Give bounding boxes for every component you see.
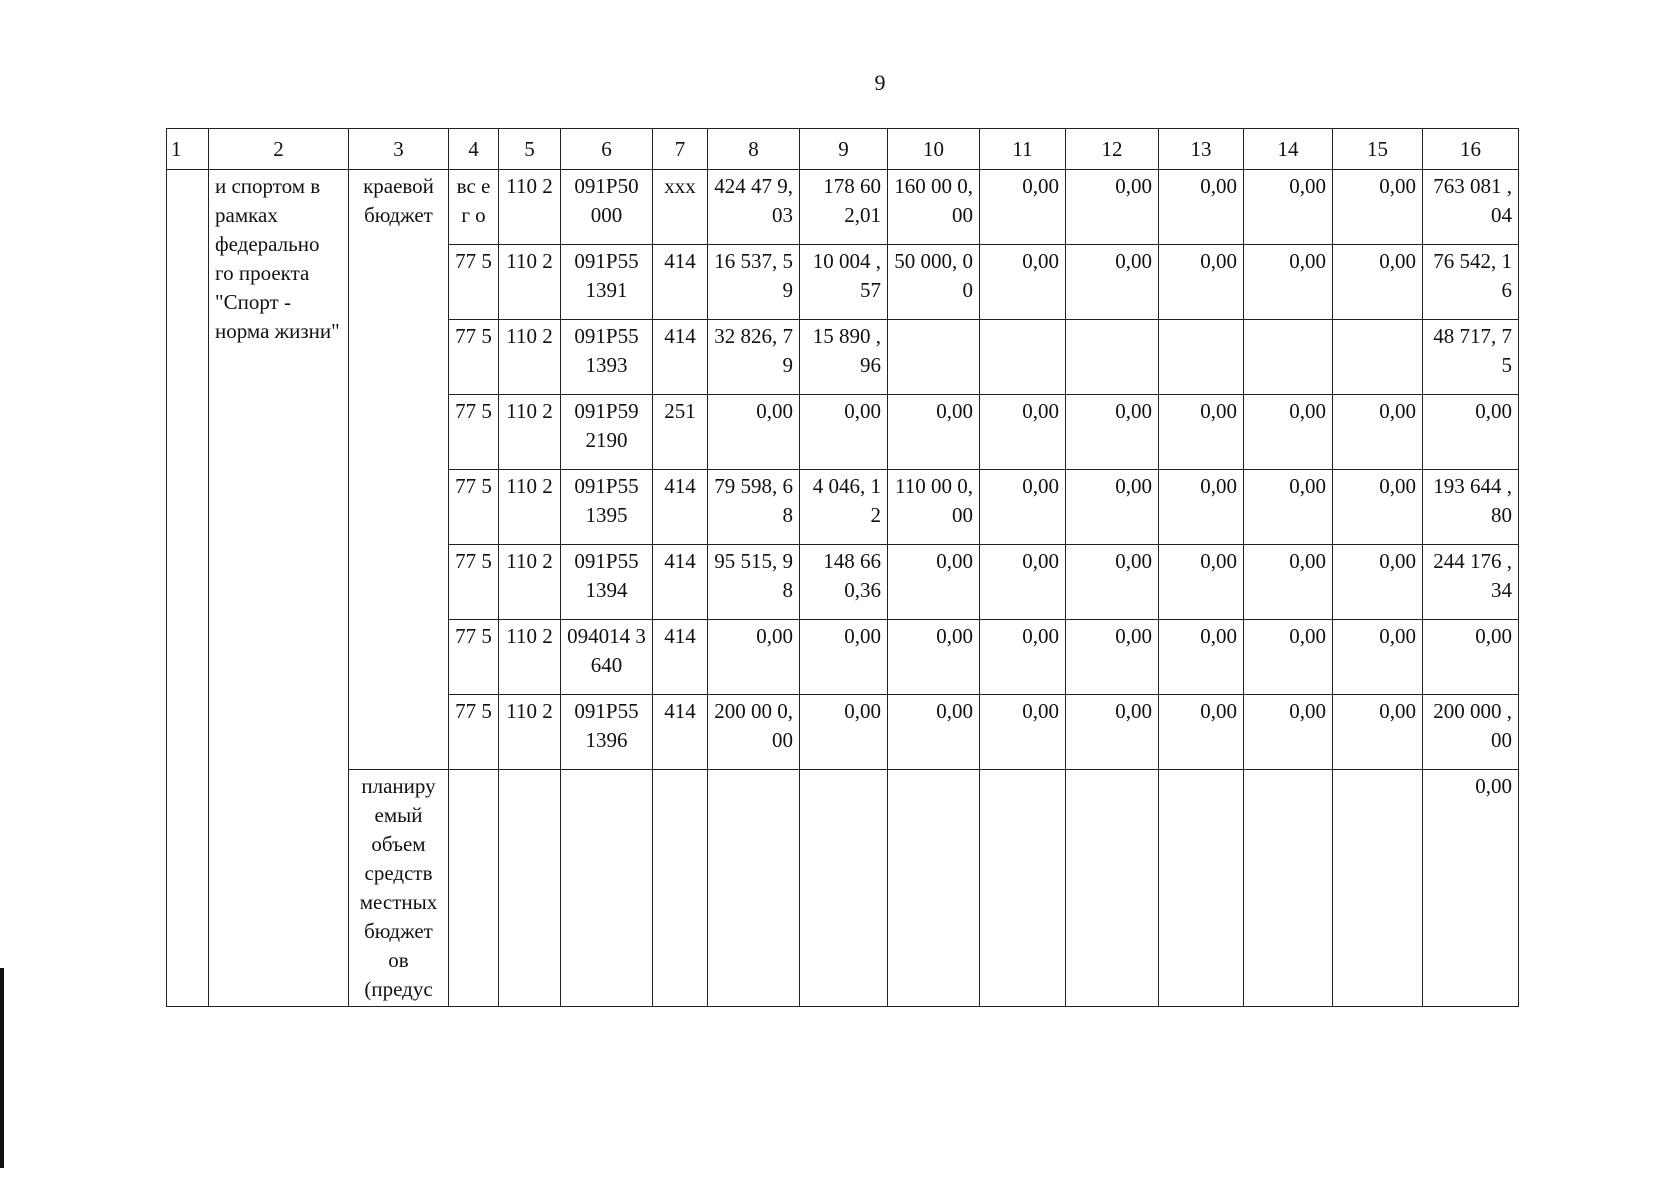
cell-c12: 0,00 (1066, 245, 1159, 320)
cell-c8: 424 47 9,03 (708, 170, 800, 245)
header-cell-16: 16 (1423, 129, 1519, 170)
cell-c14: 0,00 (1244, 470, 1333, 545)
header-cell-6: 6 (561, 129, 653, 170)
cell-c12: 0,00 (1066, 545, 1159, 620)
cell-c15: 0,00 (1333, 245, 1423, 320)
cell-c14: 0,00 (1244, 395, 1333, 470)
header-cell-14: 14 (1244, 129, 1333, 170)
cell-c13: 0,00 (1159, 695, 1244, 770)
funding-source-krai: краевой бюджет (349, 170, 449, 770)
cell-c11: 0,00 (980, 170, 1066, 245)
cell-c11 (980, 770, 1066, 1007)
cell-c16: 200 000 ,00 (1423, 695, 1519, 770)
cell-c10: 50 000, 00 (888, 245, 980, 320)
cell-c13: 0,00 (1159, 170, 1244, 245)
cell-c10: 110 00 0,00 (888, 470, 980, 545)
cell-c16: 0,00 (1423, 620, 1519, 695)
cell-c12 (1066, 770, 1159, 1007)
cell-c11: 0,00 (980, 695, 1066, 770)
cell-c11: 0,00 (980, 620, 1066, 695)
cell-c12: 0,00 (1066, 170, 1159, 245)
cell-c15 (1333, 320, 1423, 395)
cell-c4: 77 5 (449, 320, 499, 395)
cell-c4: 77 5 (449, 470, 499, 545)
header-cell-1: 1 (167, 129, 209, 170)
cell-c9: 178 60 2,01 (800, 170, 888, 245)
cell-c11: 0,00 (980, 395, 1066, 470)
cell-c15: 0,00 (1333, 620, 1423, 695)
cell-c7: 414 (653, 695, 708, 770)
budget-table (166, 128, 1519, 1007)
cell-c4: 77 5 (449, 545, 499, 620)
cell-c12 (1066, 320, 1159, 395)
page-number: 9 (874, 70, 886, 95)
cell-c7: 414 (653, 470, 708, 545)
cell-c12: 0,00 (1066, 395, 1159, 470)
cell-c6: 091Р55 1395 (561, 470, 653, 545)
cell-c13: 0,00 (1159, 545, 1244, 620)
cell-c14: 0,00 (1244, 545, 1333, 620)
cell-c5: 110 2 (499, 395, 561, 470)
cell-c10: 0,00 (888, 695, 980, 770)
cell-c4 (449, 770, 499, 1007)
cell-c16: 48 717, 75 (1423, 320, 1519, 395)
cell-c9 (800, 770, 888, 1007)
measure-name-cell: и спортом в рамках федерально го проекта "Спорт - норма жизни" (209, 170, 349, 1007)
cell-c14: 0,00 (1244, 695, 1333, 770)
cell-c6: 091Р50 000 (561, 170, 653, 245)
cell-c10: 0,00 (888, 395, 980, 470)
cell-c15: 0,00 (1333, 545, 1423, 620)
header-cell-7: 7 (653, 129, 708, 170)
header-cell-8: 8 (708, 129, 800, 170)
header-cell-10: 10 (888, 129, 980, 170)
cell-c14: 0,00 (1244, 620, 1333, 695)
cell-c6: 091Р55 1394 (561, 545, 653, 620)
cell-c13: 0,00 (1159, 395, 1244, 470)
cell-c12: 0,00 (1066, 620, 1159, 695)
row-number-cell (167, 170, 209, 1007)
cell-c9: 10 004 ,57 (800, 245, 888, 320)
cell-c11: 0,00 (980, 545, 1066, 620)
cell-c7: 414 (653, 320, 708, 395)
cell-c6: 091Р55 1393 (561, 320, 653, 395)
cell-c15: 0,00 (1333, 695, 1423, 770)
cell-c15: 0,00 (1333, 395, 1423, 470)
scan-edge-rule (0, 968, 4, 1168)
cell-c8: 32 826, 79 (708, 320, 800, 395)
cell-c6: 091Р55 1396 (561, 695, 653, 770)
cell-c5: 110 2 (499, 170, 561, 245)
cell-c5: 110 2 (499, 245, 561, 320)
cell-c16: 193 644 ,80 (1423, 470, 1519, 545)
cell-c10: 0,00 (888, 545, 980, 620)
cell-c7: 414 (653, 245, 708, 320)
cell-c11 (980, 320, 1066, 395)
cell-c5 (499, 770, 561, 1007)
cell-c9: 0,00 (800, 620, 888, 695)
header-cell-5: 5 (499, 129, 561, 170)
cell-c16: 763 081 ,04 (1423, 170, 1519, 245)
cell-c6: 091Р59 2190 (561, 395, 653, 470)
cell-c11: 0,00 (980, 470, 1066, 545)
cell-c9: 148 66 0,36 (800, 545, 888, 620)
cell-c9: 4 046, 12 (800, 470, 888, 545)
cell-c13 (1159, 320, 1244, 395)
cell-c4: 77 5 (449, 245, 499, 320)
cell-c8: 16 537, 59 (708, 245, 800, 320)
cell-c14: 0,00 (1244, 170, 1333, 245)
cell-c4: вс ег о (449, 170, 499, 245)
cell-c16: 0,00 (1423, 395, 1519, 470)
cell-c14 (1244, 770, 1333, 1007)
cell-c5: 110 2 (499, 620, 561, 695)
cell-c8: 200 00 0,00 (708, 695, 800, 770)
cell-c6 (561, 770, 653, 1007)
cell-c10 (888, 770, 980, 1007)
header-cell-11: 11 (980, 129, 1066, 170)
funding-source-local: планиру емый объем средств местных бюджет ов (предус (349, 770, 449, 1007)
cell-c5: 110 2 (499, 545, 561, 620)
cell-c7: 414 (653, 620, 708, 695)
cell-c8: 0,00 (708, 395, 800, 470)
cell-c5: 110 2 (499, 695, 561, 770)
cell-c16: 244 176 ,34 (1423, 545, 1519, 620)
header-cell-13: 13 (1159, 129, 1244, 170)
header-cell-12: 12 (1066, 129, 1159, 170)
cell-c5: 110 2 (499, 320, 561, 395)
cell-c13: 0,00 (1159, 245, 1244, 320)
header-cell-2: 2 (209, 129, 349, 170)
cell-c11: 0,00 (980, 245, 1066, 320)
cell-c9: 0,00 (800, 395, 888, 470)
cell-c4: 77 5 (449, 620, 499, 695)
cell-c15: 0,00 (1333, 470, 1423, 545)
cell-c15 (1333, 770, 1423, 1007)
cell-c14: 0,00 (1244, 245, 1333, 320)
cell-c4: 77 5 (449, 695, 499, 770)
cell-c7: ххх (653, 170, 708, 245)
cell-c8: 95 515, 98 (708, 545, 800, 620)
cell-c12: 0,00 (1066, 695, 1159, 770)
table-row (167, 770, 1519, 1007)
cell-c7: 414 (653, 545, 708, 620)
cell-c13: 0,00 (1159, 620, 1244, 695)
cell-c4: 77 5 (449, 395, 499, 470)
cell-c7 (653, 770, 708, 1007)
header-row (167, 129, 1519, 170)
cell-c13 (1159, 770, 1244, 1007)
cell-c7: 251 (653, 395, 708, 470)
cell-c13: 0,00 (1159, 470, 1244, 545)
table-row (167, 170, 1519, 245)
cell-c9: 15 890 ,96 (800, 320, 888, 395)
cell-c14 (1244, 320, 1333, 395)
header-cell-15: 15 (1333, 129, 1423, 170)
cell-c6: 091Р55 1391 (561, 245, 653, 320)
cell-c8: 0,00 (708, 620, 800, 695)
cell-c12: 0,00 (1066, 470, 1159, 545)
cell-c15: 0,00 (1333, 170, 1423, 245)
cell-c8: 79 598, 68 (708, 470, 800, 545)
cell-c10: 160 00 0,00 (888, 170, 980, 245)
cell-c6: 094014 3640 (561, 620, 653, 695)
cell-c5: 110 2 (499, 470, 561, 545)
cell-c10: 0,00 (888, 620, 980, 695)
cell-c9: 0,00 (800, 695, 888, 770)
cell-c8 (708, 770, 800, 1007)
header-cell-3: 3 (349, 129, 449, 170)
header-cell-4: 4 (449, 129, 499, 170)
cell-c10 (888, 320, 980, 395)
header-cell-9: 9 (800, 129, 888, 170)
cell-c16: 76 542, 16 (1423, 245, 1519, 320)
cell-c16: 0,00 (1423, 770, 1519, 1007)
